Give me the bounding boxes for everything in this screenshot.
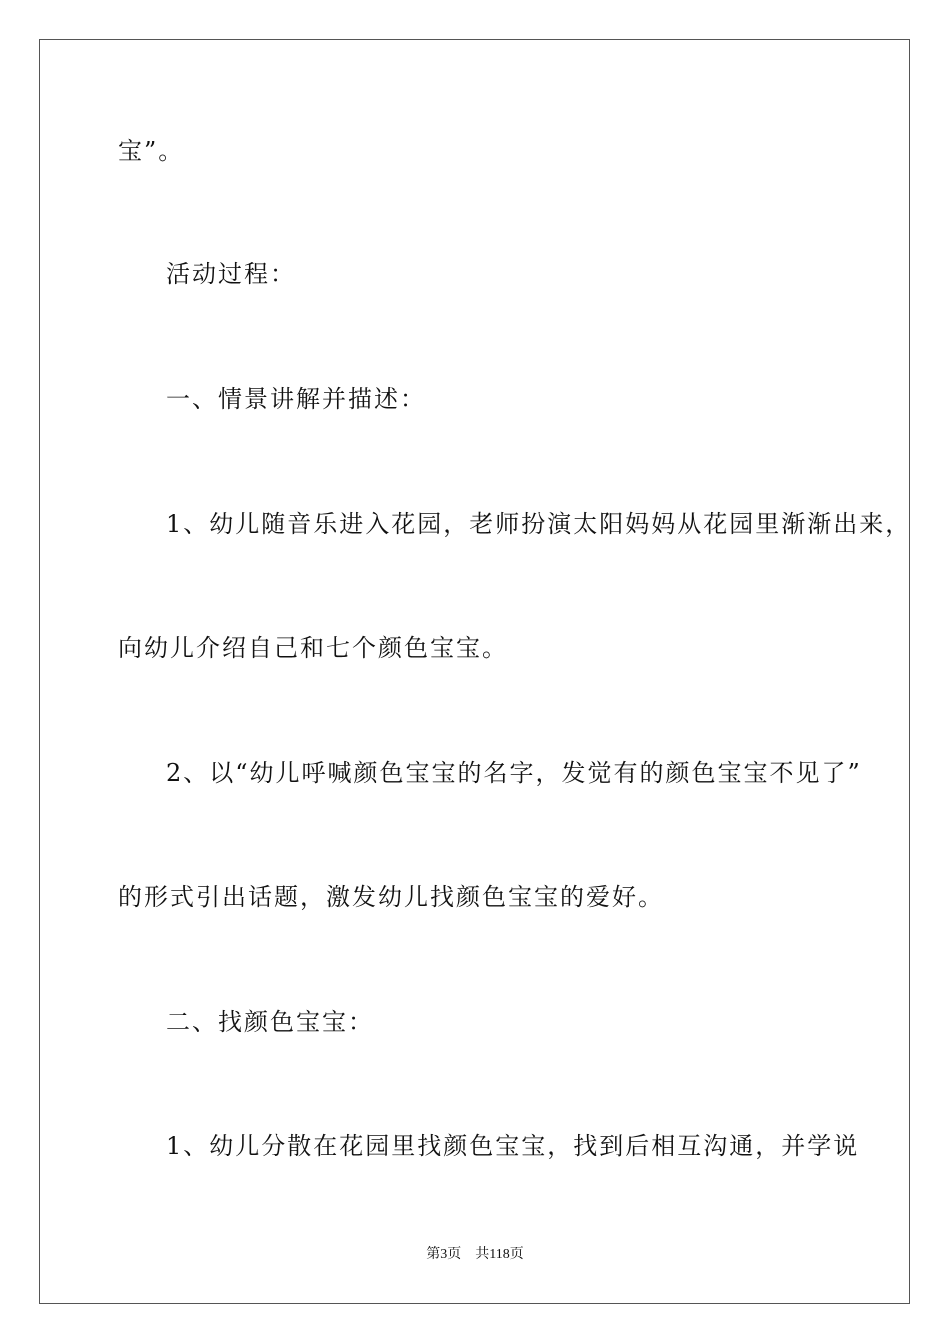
- page-border: [39, 39, 910, 1304]
- text-line-1: 宝”。: [118, 137, 185, 165]
- text-line-9: 1、幼儿分散在花园里找颜色宝宝，找到后相互沟通，并学说: [166, 1132, 860, 1160]
- text-line-5: 向幼儿介绍自己和七个颜色宝宝。: [118, 634, 508, 662]
- page-total: 共118页: [475, 1247, 524, 1262]
- page-footer: [0, 1246, 950, 1264]
- text-line-3: 一、情景讲解并描述：: [166, 385, 426, 413]
- text-line-2: 活动过程：: [166, 260, 296, 288]
- text-line-7: 的形式引出话题，激发幼儿找颜色宝宝的爱好。: [118, 883, 664, 911]
- text-line-6: 2、以“幼儿呼喊颜色宝宝的名字，发觉有的颜色宝宝不见了”: [166, 759, 862, 787]
- text-line-8: 二、找颜色宝宝：: [166, 1008, 374, 1036]
- page-number: 第3页: [426, 1247, 462, 1262]
- text-line-4: 1、幼儿随音乐进入花园，老师扮演太阳妈妈从花园里渐渐出来，: [166, 510, 912, 538]
